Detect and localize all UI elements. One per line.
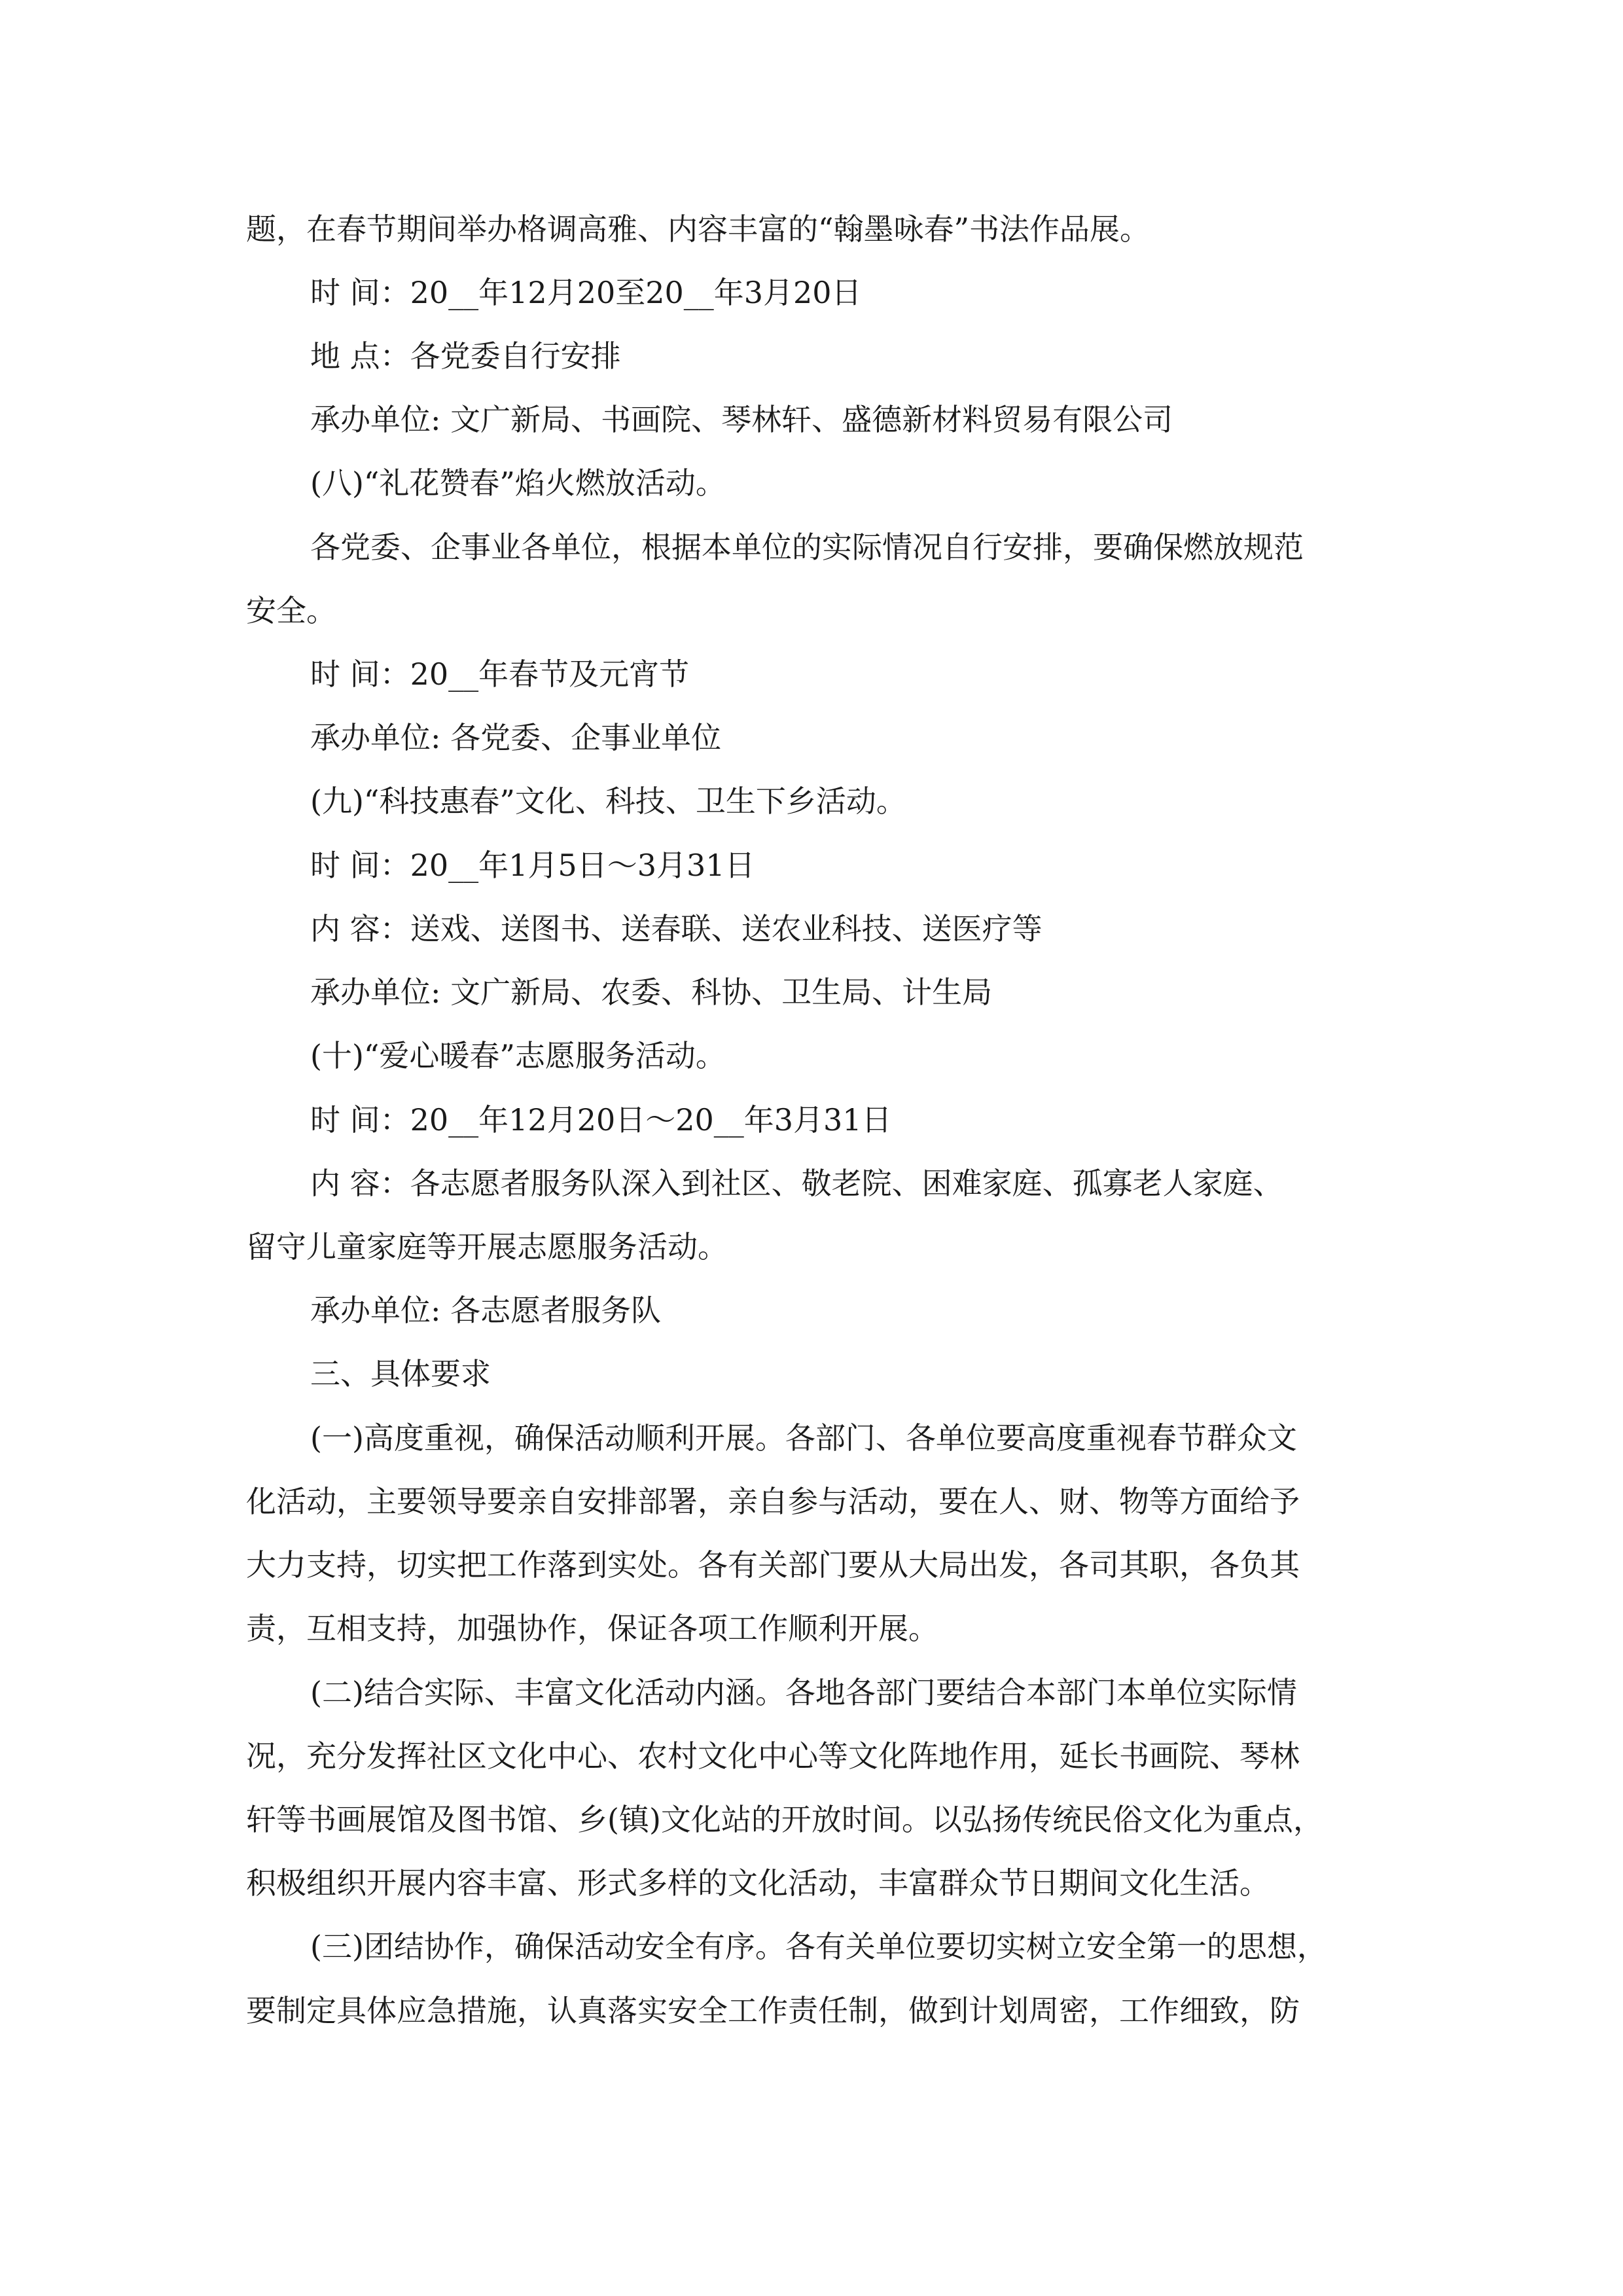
text-line: 安全。 (246, 593, 336, 628)
text-line: (十)“爱心暖春”志愿服务活动。 (310, 1038, 726, 1073)
text-line: 责，互相支持，加强协作，保证各项工作顺利开展。 (246, 1611, 938, 1646)
section-heading: 三、具体要求 (310, 1356, 491, 1391)
text-line: 大力支持，切实把工作落到实处。各有关部门要从大局出发，各司其职，各负其 (246, 1547, 1300, 1583)
text-line: 内 容：各志愿者服务队深入到社区、敬老院、困难家庭、孤寡老人家庭、 (310, 1166, 1283, 1201)
text-line: 时 间：20__年春节及元宵节 (310, 656, 690, 692)
text-line: 承办单位: 文广新局、书画院、琴林轩、盛德新材料贸易有限公司 (310, 402, 1173, 437)
text-line: 承办单位: 各志愿者服务队 (310, 1293, 662, 1328)
text-line: 积极组织开展内容丰富、形式多样的文化活动，丰富群众节日期间文化生活。 (246, 1865, 1270, 1901)
text-line: (八)“礼花赞春”焰火燃放活动。 (310, 465, 726, 501)
text-line: 题，在春节期间举办格调高雅、内容丰富的“翰墨咏春”书法作品展。 (246, 211, 1150, 247)
text-line: 地 点：各党委自行安排 (310, 338, 621, 374)
text-line: 内 容：送戏、送图书、送春联、送农业科技、送医疗等 (310, 911, 1043, 946)
text-line: 要制定具体应急措施，认真落实安全工作责任制，做到计划周密，工作细致，防 (246, 1993, 1300, 2028)
text-line: 各党委、企事业各单位，根据本单位的实际情况自行安排，要确保燃放规范 (310, 529, 1304, 565)
text-line: 时 间：20__年12月20日～20__年3月31日 (310, 1102, 892, 1138)
text-line: 轩等书画展馆及图书馆、乡(镇)文化站的开放时间。以弘扬传统民俗文化为重点， (246, 1802, 1323, 1837)
text-line: (二)结合实际、丰富文化活动内涵。各地各部门要结合本部门本单位实际情 (310, 1675, 1297, 1710)
text-line: 时 间：20__年12月20至20__年3月20日 (310, 275, 862, 310)
text-line: 化活动，主要领导要亲自安排部署，亲自参与活动，要在人、财、物等方面给予 (246, 1484, 1300, 1519)
text-line: 承办单位: 各党委、企事业单位 (310, 720, 722, 755)
text-line: 况，充分发挥社区文化中心、农村文化中心等文化阵地作用，延长书画院、琴林 (246, 1738, 1300, 1774)
text-line: (九)“科技惠春”文化、科技、卫生下乡活动。 (310, 783, 906, 819)
text-line: (三)团结协作，确保活动安全有序。各有关单位要切实树立安全第一的思想， (310, 1929, 1327, 1964)
text-line: 承办单位: 文广新局、农委、科协、卫生局、计生局 (310, 975, 993, 1010)
text-line: 留守儿童家庭等开展志愿服务活动。 (246, 1229, 728, 1265)
text-line: (一)高度重视，确保活动顺利开展。各部门、各单位要高度重视春节群众文 (310, 1420, 1297, 1456)
text-line: 时 间：20__年1月5日～3月31日 (310, 848, 755, 883)
